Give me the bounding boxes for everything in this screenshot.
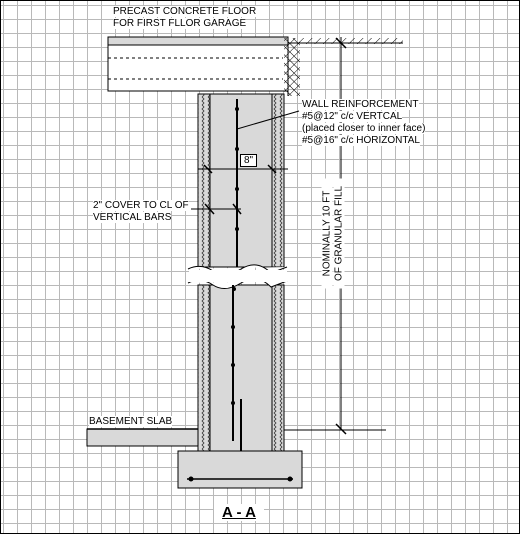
section-title: A - A [214, 504, 264, 521]
reinforcement-label-line2: #5@12" c/c VERTCAL [302, 111, 403, 122]
reinforcement-label-line3: (placed closer to inner face) [302, 123, 426, 134]
section-drawing [1, 1, 519, 533]
fill-label-line2: OF GRANULAR FILL [334, 179, 345, 289]
floor-label-line2: FOR FIRST FLLOR GARAGE [113, 18, 247, 29]
basement-slab [87, 429, 198, 446]
cover-label-line1: 2" COVER TO CL OF [93, 200, 189, 211]
precast-floor-slab [108, 37, 288, 91]
basement-slab-label: BASEMENT SLAB [89, 416, 173, 427]
floor-label-line1: PRECAST CONCRETE FLOOR [113, 6, 257, 17]
grade-hatch [284, 38, 403, 96]
fill-label-line1: NOMINALLY 10 FT [322, 179, 333, 289]
reinforcement-label-line4: #5@16" c/c HORIZONTAL [302, 135, 420, 146]
reinforcement-label-line1: WALL REINFORCEMENT [302, 99, 419, 110]
wall-width-label: 8" [240, 154, 257, 167]
cover-label-line2: VERTICAL BARS [93, 212, 172, 223]
footing [178, 451, 302, 488]
